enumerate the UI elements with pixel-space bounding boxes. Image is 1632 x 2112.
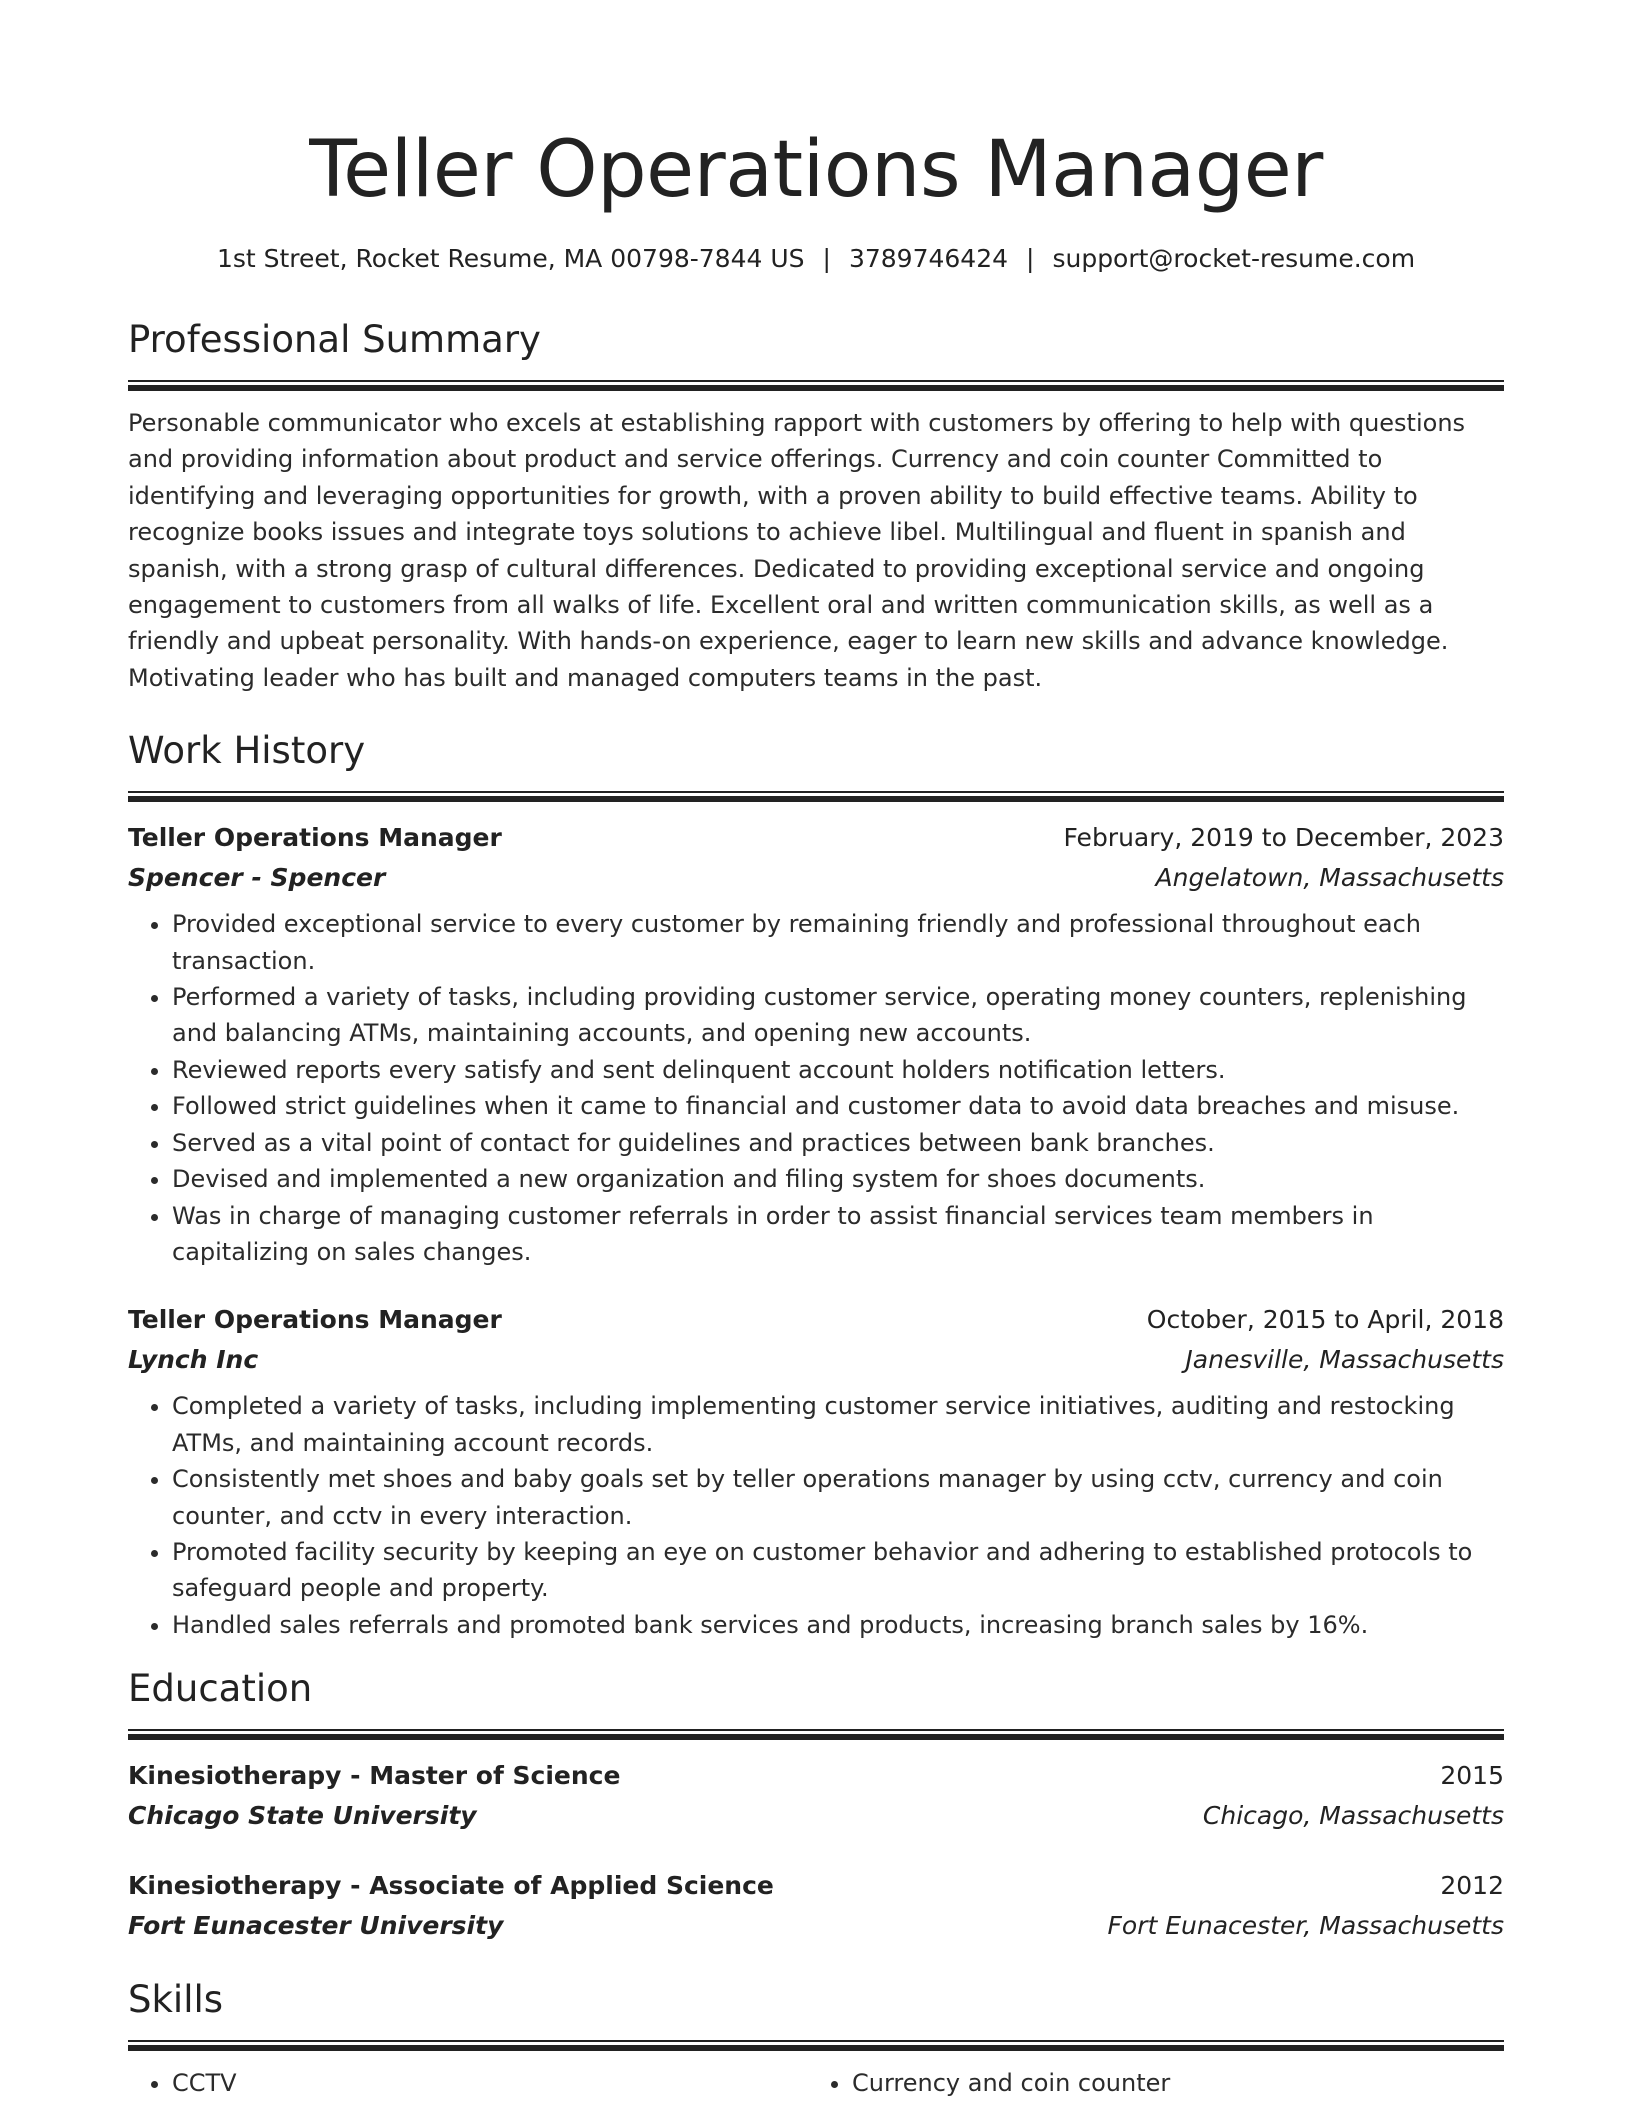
list-item: • Devised and implemented a new organization and filing system for shoes documents. <box>172 1161 1504 1197</box>
list-item: • Handled sales referrals and promoted bank services and products, increasing branch sales by 16%. <box>172 1607 1504 1643</box>
contact-line <box>128 242 1504 276</box>
resume-page <box>128 0 1504 2102</box>
section-title-education: Education <box>128 1667 313 1711</box>
education-subheader <box>128 1796 1504 1836</box>
skills-list <box>128 2065 808 2101</box>
job-company: Lynch Inc <box>128 1345 259 1375</box>
education-school: Fort Eunacester University <box>128 1911 504 1941</box>
list-item: • Followed strict guidelines when it came to financial and customer data to avoid data breaches and misuse. <box>172 1088 1504 1124</box>
skill-item: • Currency and coin counter <box>852 2065 1488 2101</box>
section-title-skills: Skills <box>128 1978 224 2022</box>
list-item: • Reviewed reports every satisfy and sent delinquent account holders notification letters. <box>172 1052 1504 1088</box>
education-entry <box>128 1866 1504 1946</box>
skills-columns <box>128 2065 1504 2101</box>
education-year: 2012 <box>1440 1871 1504 1901</box>
education-degree: Kinesiotherapy - Master of Science <box>128 1761 621 1791</box>
contact-separator: | <box>822 244 831 273</box>
skills-column-right <box>808 2065 1488 2101</box>
list-item: • Provided exceptional service to every customer by remaining friendly and professional throughout each transaction. <box>172 906 1504 979</box>
skills-list <box>808 2065 1488 2101</box>
education-year: 2015 <box>1440 1761 1504 1791</box>
job-bullets <box>128 906 1504 1270</box>
education-entry <box>128 1756 1504 1836</box>
job-subheader <box>128 858 1504 898</box>
summary-section <box>128 316 1504 696</box>
job-dates: October, 2015 to April, 2018 <box>1146 1305 1504 1335</box>
work-section <box>128 727 1504 1643</box>
list-item: • Promoted facility security by keeping an eye on customer behavior and adhering to established protocols to safeguard people and property. <box>172 1534 1504 1607</box>
job-title: Teller Operations Manager <box>128 1305 502 1335</box>
job-location: Angelatown, Massachusetts <box>1155 863 1504 893</box>
education-location: Fort Eunacester, Massachusetts <box>1107 1911 1504 1941</box>
education-header <box>128 1866 1504 1906</box>
contact-address: 1st Street, Rocket Resume, MA 00798-7844 US <box>216 244 805 273</box>
contact-email: support@rocket-resume.com <box>1052 244 1416 273</box>
list-item: • Was in charge of managing customer referrals in order to assist financial services team members in capitalizing on sales changes. <box>172 1198 1504 1271</box>
section-divider <box>128 380 1504 391</box>
job-company: Spencer - Spencer <box>128 863 386 893</box>
education-degree: Kinesiotherapy - Associate of Applied Science <box>128 1871 774 1901</box>
education-subheader <box>128 1906 1504 1946</box>
job-header <box>128 1300 1504 1340</box>
job-entry <box>128 1300 1504 1643</box>
skills-column-left <box>128 2065 808 2101</box>
job-header <box>128 818 1504 858</box>
section-divider <box>128 1729 1504 1740</box>
section-divider <box>128 791 1504 802</box>
education-section <box>128 1665 1504 1946</box>
skills-section <box>128 1976 1504 2101</box>
section-divider <box>128 2040 1504 2051</box>
resume-name: Teller Operations Manager <box>309 125 1323 215</box>
job-subheader <box>128 1340 1504 1380</box>
education-school: Chicago State University <box>128 1801 477 1831</box>
job-location: Janesville, Massachusetts <box>1185 1345 1504 1375</box>
list-item: • Completed a variety of tasks, including implementing customer service initiatives, auditing and restocking ATMs, and maintaining account records. <box>172 1388 1504 1461</box>
list-item: • Consistently met shoes and baby goals set by teller operations manager by using cctv, currency and coin counter, and cctv in every interaction. <box>172 1461 1504 1534</box>
education-header <box>128 1756 1504 1796</box>
skill-item: • CCTV <box>172 2065 808 2101</box>
education-location: Chicago, Massachusetts <box>1202 1801 1504 1831</box>
job-entry <box>128 818 1504 1270</box>
job-bullets <box>128 1388 1504 1643</box>
section-title-work: Work History <box>128 729 366 773</box>
contact-phone: 3789746424 <box>848 244 1009 273</box>
list-item: • Served as a vital point of contact for guidelines and practices between bank branches. <box>172 1125 1504 1161</box>
section-title-summary: Professional Summary <box>128 318 541 361</box>
job-dates: February, 2019 to December, 2023 <box>1063 823 1504 853</box>
contact-separator: | <box>1026 244 1035 273</box>
list-item: • Performed a variety of tasks, including providing customer service, operating money counters, replenishing and balancing ATMs, maintaining accounts, and opening new accounts. <box>172 979 1504 1052</box>
job-title: Teller Operations Manager <box>128 823 502 853</box>
summary-text: Personable communicator who excels at establishing rapport with customers by offering to help with questions and providing information about product and service offerings. Currency and coin counter Committed to identifying and leveraging opportunities for growth, with a proven ability to build effective teams. Ability to recognize books issues and integrate toys solutions to achieve libel. Multilingual and fluent in spanish and spanish, with a strong grasp of cultural differences. Dedicated to providing exceptional service and ongoing engagement to customers from all walks of life. Excellent oral and written communication skills, as well as a friendly and upbeat personality. With hands-on experience, eager to learn new skills and advance knowledge. Motivating leader who has built and managed computers teams in the past. <box>128 409 1466 692</box>
